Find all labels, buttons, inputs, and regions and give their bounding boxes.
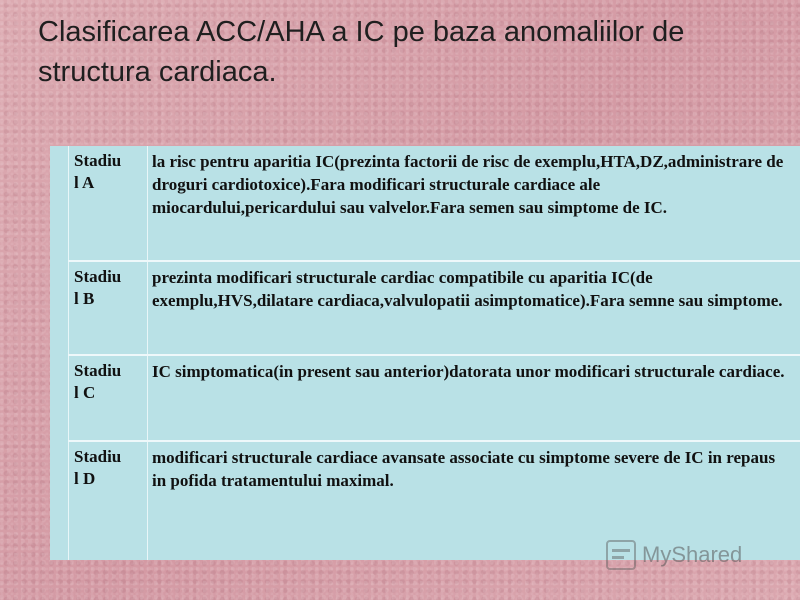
stage-description-a: la risc pentru aparitia IC(prezinta factorii de risc de exemplu,HTA,DZ,administrare de droguri cardiotoxice).Fara modificari structurale cardiace ale miocardului,pericardului sau valvelor.Fara semen sau simptome de IC. (152, 152, 784, 217)
stage-label-b: Stadiu l B (68, 262, 148, 354)
table-row (68, 356, 800, 442)
stage-label-d: Stadiu l D (68, 442, 148, 560)
classification-table (50, 146, 800, 560)
presentation-board-icon (606, 540, 636, 570)
stage-description-c: IC simptomatica(in present sau anterior)datorata unor modificari structurale cardiace. (152, 362, 785, 381)
stage-description-b: prezinta modificari structurale cardiac compatibile cu aparitia IC(de exemplu,HVS,dilatare cardiaca,valvulopatii asimptomatice).Fara semne sau simptome. (152, 268, 783, 310)
watermark-logo (606, 537, 766, 573)
table-row (68, 262, 800, 356)
watermark-text: MyShared (642, 542, 743, 567)
stage-description-d: modificari structurale cardiace avansate associate cu simptome severe de IC in repaus in pofida tratamentului maximal. (152, 448, 776, 490)
stage-label-a: Stadiu l A (68, 146, 148, 260)
stage-label-c: Stadiu l C (68, 356, 148, 440)
table-left-strip (50, 146, 69, 560)
slide-title: Clasificarea ACC/AHA a IC pe baza anomaliilor de structura cardiaca. (38, 16, 685, 88)
table-row (68, 146, 800, 262)
